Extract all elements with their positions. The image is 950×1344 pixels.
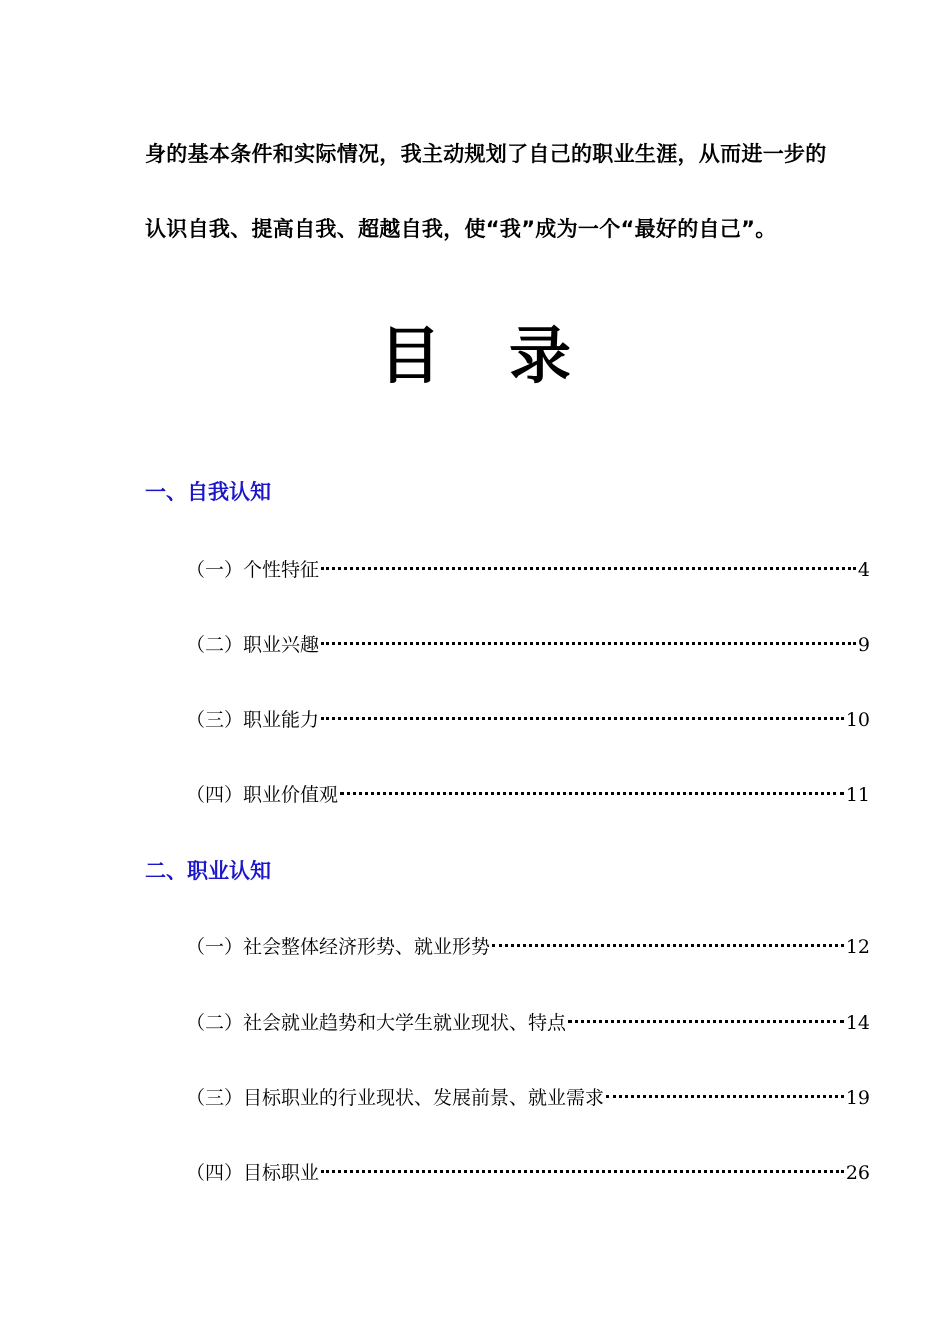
toc-leader-dots <box>606 1095 844 1098</box>
toc-leader-dots <box>321 717 844 720</box>
toc-title-char-1: 目 <box>378 319 441 392</box>
toc-leader-dots <box>568 1020 844 1023</box>
toc-entry[interactable] <box>186 1008 870 1035</box>
toc-entry-label: （一）社会整体经济形势、就业形势 <box>186 936 491 958</box>
toc-leader-dots <box>321 567 856 570</box>
toc-entry-page: 26 <box>845 1162 870 1184</box>
toc-entry-page: 10 <box>845 709 870 731</box>
toc-entry[interactable] <box>186 705 870 732</box>
toc-title-char-2: 录 <box>509 319 572 392</box>
toc-entry-page: 4 <box>857 559 870 581</box>
section-heading-career-awareness[interactable]: 二、职业认知 <box>145 859 271 883</box>
toc-title <box>0 306 950 395</box>
toc-entry-page: 19 <box>845 1087 870 1109</box>
toc-entry-label: （四）目标职业 <box>186 1162 320 1184</box>
intro-text-line-1: 身的基本条件和实际情况，我主动规划了自己的职业生涯，从而进一步的 <box>145 142 827 166</box>
intro-text-line-2: 认识自我、提高自我、超越自我，使“我”成为一个“最好的自己”。 <box>145 217 777 241</box>
toc-entry[interactable] <box>186 555 870 582</box>
toc-entry[interactable] <box>186 1083 870 1110</box>
toc-leader-dots <box>340 792 844 795</box>
toc-entry[interactable] <box>186 1158 870 1185</box>
toc-entry-label: （二）社会就业趋势和大学生就业现状、特点 <box>186 1012 567 1034</box>
toc-entry-label: （三）目标职业的行业现状、发展前景、就业需求 <box>186 1087 605 1109</box>
toc-entry-page: 12 <box>845 936 870 958</box>
toc-entry-label: （三）职业能力 <box>186 709 320 731</box>
toc-entry-label: （二）职业兴趣 <box>186 634 320 656</box>
toc-leader-dots <box>492 944 844 947</box>
toc-entry[interactable] <box>186 932 870 959</box>
section-heading-self-awareness[interactable]: 一、自我认知 <box>145 480 271 504</box>
toc-entry-page: 11 <box>845 784 870 806</box>
toc-entry-page: 14 <box>845 1012 870 1034</box>
toc-leader-dots <box>321 1170 844 1173</box>
toc-entry-label: （四）职业价值观 <box>186 784 339 806</box>
toc-entry-page: 9 <box>857 634 870 656</box>
toc-entry-label: （一）个性特征 <box>186 559 320 581</box>
toc-leader-dots <box>321 642 856 645</box>
toc-entry[interactable] <box>186 630 870 657</box>
toc-entry[interactable] <box>186 780 870 807</box>
